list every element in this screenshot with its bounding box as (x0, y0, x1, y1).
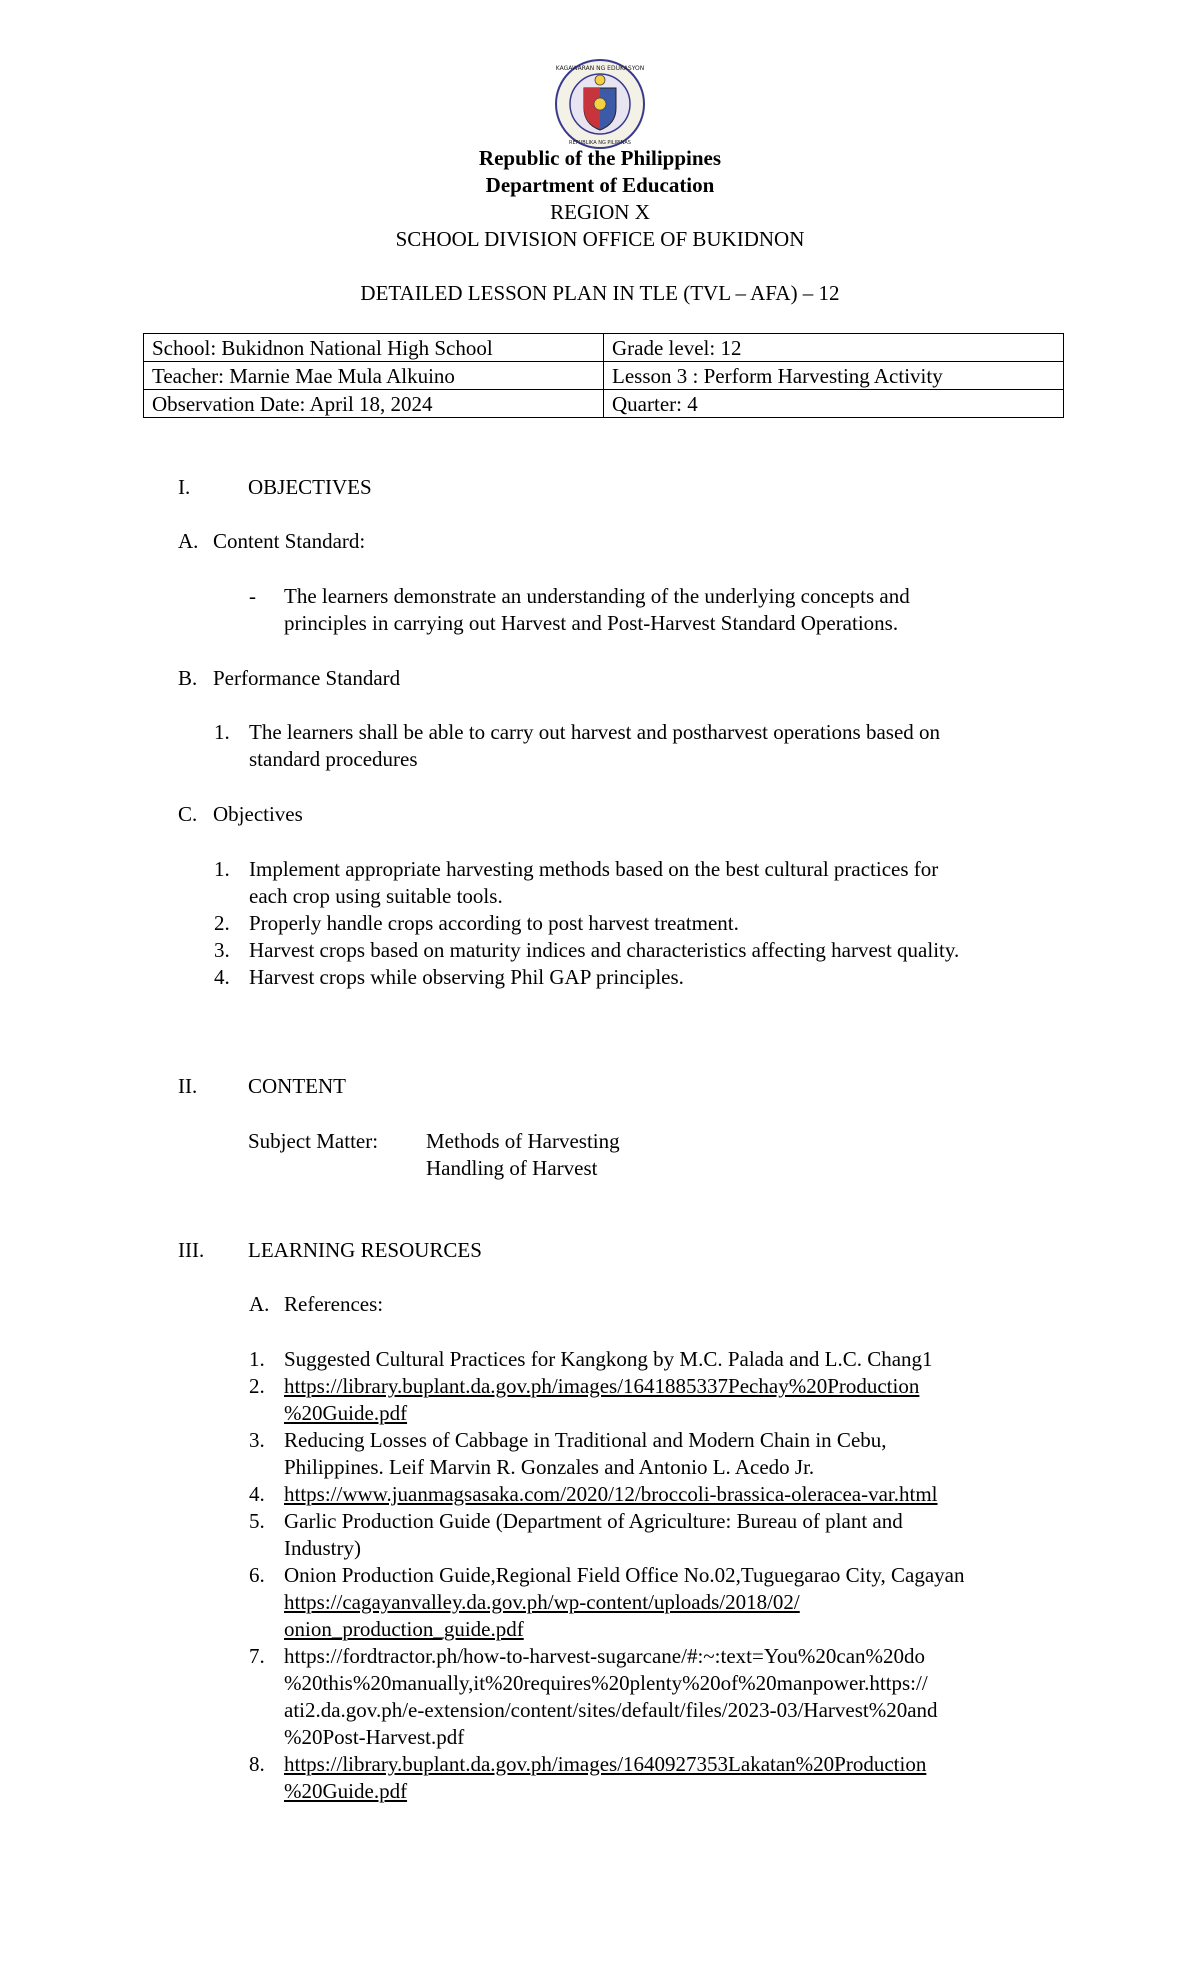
list-number: 1. (214, 720, 230, 744)
reference-text: Reducing Losses of Cabbage in Traditional and Modern Chain in Cebu, (284, 1428, 887, 1452)
teacher-cell: Teacher: Marnie Mae Mula Alkuino (144, 362, 604, 390)
school-cell: School: Bukidnon National High School (144, 334, 604, 362)
table-row (144, 390, 1064, 418)
content-standard-text: principles in carrying out Harvest and Post-Harvest Standard Operations. (284, 611, 899, 635)
reference-text: Industry) (284, 1536, 361, 1560)
reference-text: ati2.da.gov.ph/e-extension/content/sites/default/files/2023-03/Harvest%20and (284, 1698, 938, 1722)
section-number: II. (178, 1074, 198, 1098)
section-number: III. (178, 1238, 205, 1262)
svg-text:KAGAWARAN NG EDUKASYON: KAGAWARAN NG EDUKASYON (555, 65, 645, 72)
list-number: 2. (214, 911, 230, 935)
reference-text: %20Post-Harvest.pdf (284, 1725, 465, 1749)
list-item: Harvest crops based on maturity indices and characteristics affecting harvest quality. (249, 938, 960, 962)
header-department: Department of Education (485, 173, 715, 197)
lesson-info-table (143, 333, 1064, 418)
reference-link[interactable]: https://library.buplant.da.gov.ph/images/1640927353Lakatan%20Production (284, 1752, 927, 1776)
list-item: Implement appropriate harvesting methods based on the best cultural practices for (249, 857, 939, 881)
list-item: Harvest crops while observing Phil GAP principles. (249, 965, 684, 989)
reference-text: Garlic Production Guide (Department of Agriculture: Bureau of plant and (284, 1509, 903, 1533)
quarter-cell: Quarter: 4 (604, 390, 1064, 418)
list-number: 4. (214, 965, 230, 989)
performance-standard-text: standard procedures (249, 747, 418, 771)
subsection-label: B. (178, 666, 198, 690)
reference-text: %20this%20manually,it%20requires%20plenty%20of%20manpower.https:// (284, 1671, 928, 1695)
list-number: 5. (249, 1509, 265, 1533)
list-number: 3. (249, 1428, 265, 1452)
content-standard-text: The learners demonstrate an understanding of the underlying concepts and (284, 584, 910, 608)
list-number: 2. (249, 1374, 265, 1398)
reference-link[interactable]: onion_production_guide.pdf (284, 1617, 524, 1641)
grade-cell: Grade level: 12 (604, 334, 1064, 362)
list-number: 7. (249, 1644, 265, 1668)
objectives-subheading: Objectives (213, 802, 303, 826)
list-item: Properly handle crops according to post harvest treatment. (249, 911, 739, 935)
list-number: 3. (214, 938, 230, 962)
reference-link[interactable]: https://library.buplant.da.gov.ph/images/1641885337Pechay%20Production (284, 1374, 920, 1398)
header-division: SCHOOL DIVISION OFFICE OF BUKIDNON (395, 227, 805, 251)
bullet-dash: - (249, 584, 256, 608)
reference-link[interactable]: https://cagayanvalley.da.gov.ph/wp-content/uploads/2018/02/ (284, 1590, 800, 1614)
subsection-label: A. (178, 529, 199, 553)
subsection-label: C. (178, 802, 198, 826)
section-heading-content: CONTENT (248, 1074, 346, 1098)
lesson-cell: Lesson 3 : Perform Harvesting Activity (604, 362, 1064, 390)
performance-standard-heading: Performance Standard (213, 666, 401, 690)
list-number: 1. (214, 857, 230, 881)
reference-text: Onion Production Guide,Regional Field Office No.02,Tuguegarao City, Cagayan (284, 1563, 965, 1587)
reference-text: Suggested Cultural Practices for Kangkong by M.C. Palada and L.C. Chang1 (284, 1347, 933, 1371)
references-heading: References: (284, 1292, 384, 1316)
deped-seal (554, 58, 646, 150)
list-number: 8. (249, 1752, 265, 1776)
section-heading-resources: LEARNING RESOURCES (248, 1238, 482, 1262)
svg-text:REPUBLIKA NG PILIPINAS: REPUBLIKA NG PILIPINAS (569, 140, 631, 146)
header-republic: Republic of the Philippines (478, 146, 722, 170)
list-number: 4. (249, 1482, 265, 1506)
performance-standard-text: The learners shall be able to carry out harvest and postharvest operations based on (249, 720, 941, 744)
reference-link[interactable]: %20Guide.pdf (284, 1779, 408, 1803)
section-number: I. (178, 475, 191, 499)
subject-matter-item: Handling of Harvest (426, 1156, 598, 1180)
table-row (144, 334, 1064, 362)
list-number: 1. (249, 1347, 265, 1371)
content-standard-heading: Content Standard: (213, 529, 366, 553)
document-title: DETAILED LESSON PLAN IN TLE (TVL – AFA) – 12 (360, 281, 840, 305)
date-cell: Observation Date: April 18, 2024 (144, 390, 604, 418)
table-row (144, 362, 1064, 390)
subject-matter-label: Subject Matter: (248, 1129, 379, 1153)
reference-text: https://fordtractor.ph/how-to-harvest-sugarcane/#:~:text=You%20can%20do (284, 1644, 926, 1668)
reference-text: Philippines. Leif Marvin R. Gonzales and Antonio L. Acedo Jr. (284, 1455, 815, 1479)
subject-matter-item: Methods of Harvesting (426, 1129, 620, 1153)
section-heading-objectives: OBJECTIVES (248, 475, 372, 499)
reference-link[interactable]: %20Guide.pdf (284, 1401, 408, 1425)
list-number: 6. (249, 1563, 265, 1587)
header-region: REGION X (550, 200, 650, 224)
list-item: each crop using suitable tools. (249, 884, 503, 908)
subsection-label: A. (249, 1292, 270, 1316)
reference-link[interactable]: https://www.juanmagsasaka.com/2020/12/broccoli-brassica-oleracea-var.html (284, 1482, 938, 1506)
